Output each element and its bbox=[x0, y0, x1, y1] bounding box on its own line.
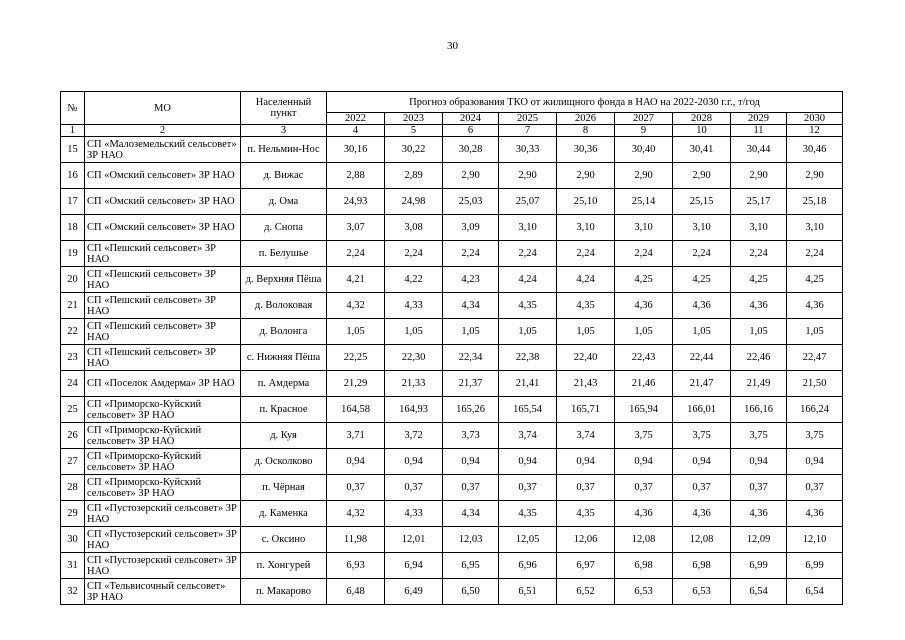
row-number: 31 bbox=[61, 553, 85, 579]
row-value: 2,90 bbox=[557, 163, 615, 189]
row-value: 0,37 bbox=[443, 475, 499, 501]
row-value: 0,94 bbox=[385, 449, 443, 475]
row-value: 6,54 bbox=[787, 579, 843, 605]
row-mo: СП «Пешский сельсовет» ЗР НАО bbox=[85, 241, 241, 267]
row-value: 2,90 bbox=[673, 163, 731, 189]
row-value: 4,22 bbox=[385, 267, 443, 293]
row-value: 4,36 bbox=[731, 501, 787, 527]
row-mo: СП «Пешский сельсовет» ЗР НАО bbox=[85, 293, 241, 319]
row-locality: д. Каменка bbox=[241, 501, 327, 527]
row-value: 165,26 bbox=[443, 397, 499, 423]
row-value: 21,41 bbox=[499, 371, 557, 397]
row-value: 25,14 bbox=[615, 189, 673, 215]
row-locality: д. Волоковая bbox=[241, 293, 327, 319]
row-mo: СП «Пешский сельсовет» ЗР НАО bbox=[85, 267, 241, 293]
table-row bbox=[61, 163, 843, 189]
row-value: 30,22 bbox=[385, 137, 443, 163]
row-value: 21,43 bbox=[557, 371, 615, 397]
header-year: 2029 bbox=[731, 113, 787, 125]
row-mo: СП «Приморско-Куйский сельсовет» ЗР НАО bbox=[85, 475, 241, 501]
row-value: 3,75 bbox=[673, 423, 731, 449]
row-value: 25,07 bbox=[499, 189, 557, 215]
row-value: 0,94 bbox=[499, 449, 557, 475]
row-value: 0,94 bbox=[615, 449, 673, 475]
row-value: 30,46 bbox=[787, 137, 843, 163]
header-column-numbers-row bbox=[61, 125, 843, 137]
row-value: 4,36 bbox=[731, 293, 787, 319]
row-value: 12,08 bbox=[673, 527, 731, 553]
row-locality: с. Оксино bbox=[241, 527, 327, 553]
row-value: 4,36 bbox=[615, 293, 673, 319]
row-value: 12,03 bbox=[443, 527, 499, 553]
row-value: 21,49 bbox=[731, 371, 787, 397]
table-row bbox=[61, 137, 843, 163]
row-value: 6,53 bbox=[615, 579, 673, 605]
row-value: 2,24 bbox=[443, 241, 499, 267]
row-value: 3,09 bbox=[443, 215, 499, 241]
row-value: 0,37 bbox=[557, 475, 615, 501]
row-value: 6,50 bbox=[443, 579, 499, 605]
table-row bbox=[61, 579, 843, 605]
row-locality: п. Амдерма bbox=[241, 371, 327, 397]
header-locality: Населенный пункт bbox=[241, 92, 327, 125]
page-number: 30 bbox=[447, 40, 458, 52]
row-mo: СП «Поселок Амдерма» ЗР НАО bbox=[85, 371, 241, 397]
row-locality: п. Макарово bbox=[241, 579, 327, 605]
row-value: 0,37 bbox=[499, 475, 557, 501]
row-value: 6,51 bbox=[499, 579, 557, 605]
table-row bbox=[61, 241, 843, 267]
row-locality: д. Вижас bbox=[241, 163, 327, 189]
row-value: 1,05 bbox=[385, 319, 443, 345]
row-locality: п. Нельмин-Нос bbox=[241, 137, 327, 163]
row-value: 2,90 bbox=[499, 163, 557, 189]
header-no: № bbox=[61, 92, 85, 125]
row-mo: СП «Пустозерский сельсовет» ЗР НАО bbox=[85, 553, 241, 579]
row-locality: д. Волонга bbox=[241, 319, 327, 345]
row-value: 6,53 bbox=[673, 579, 731, 605]
row-value: 4,35 bbox=[557, 293, 615, 319]
row-value: 1,05 bbox=[731, 319, 787, 345]
row-value: 2,24 bbox=[327, 241, 385, 267]
row-value: 25,03 bbox=[443, 189, 499, 215]
header-year: 2028 bbox=[673, 113, 731, 125]
row-mo: СП «Омский сельсовет» ЗР НАО bbox=[85, 215, 241, 241]
row-mo: СП «Омский сельсовет» ЗР НАО bbox=[85, 189, 241, 215]
row-value: 22,43 bbox=[615, 345, 673, 371]
column-number: 10 bbox=[673, 125, 731, 137]
row-locality: д. Ома bbox=[241, 189, 327, 215]
row-mo: СП «Пешский сельсовет» ЗР НАО bbox=[85, 345, 241, 371]
row-value: 30,40 bbox=[615, 137, 673, 163]
row-value: 2,24 bbox=[499, 241, 557, 267]
column-number: 5 bbox=[385, 125, 443, 137]
row-value: 0,37 bbox=[327, 475, 385, 501]
row-value: 3,75 bbox=[731, 423, 787, 449]
row-value: 4,25 bbox=[787, 267, 843, 293]
row-value: 1,05 bbox=[499, 319, 557, 345]
row-number: 28 bbox=[61, 475, 85, 501]
row-value: 1,05 bbox=[327, 319, 385, 345]
row-mo: СП «Приморско-Куйский сельсовет» ЗР НАО bbox=[85, 423, 241, 449]
row-value: 4,36 bbox=[673, 293, 731, 319]
row-value: 4,34 bbox=[443, 501, 499, 527]
column-number: 2 bbox=[85, 125, 241, 137]
row-value: 30,16 bbox=[327, 137, 385, 163]
row-value: 3,75 bbox=[615, 423, 673, 449]
row-value: 4,32 bbox=[327, 293, 385, 319]
row-value: 6,98 bbox=[673, 553, 731, 579]
row-number: 32 bbox=[61, 579, 85, 605]
row-value: 3,10 bbox=[557, 215, 615, 241]
header-year: 2026 bbox=[557, 113, 615, 125]
row-number: 16 bbox=[61, 163, 85, 189]
row-value: 25,17 bbox=[731, 189, 787, 215]
row-value: 21,50 bbox=[787, 371, 843, 397]
row-value: 3,72 bbox=[385, 423, 443, 449]
column-number: 9 bbox=[615, 125, 673, 137]
row-value: 4,36 bbox=[615, 501, 673, 527]
row-value: 2,89 bbox=[385, 163, 443, 189]
row-locality: д. Куя bbox=[241, 423, 327, 449]
row-value: 164,58 bbox=[327, 397, 385, 423]
row-value: 2,24 bbox=[557, 241, 615, 267]
row-mo: СП «Пешский сельсовет» ЗР НАО bbox=[85, 319, 241, 345]
forecast-table bbox=[60, 91, 843, 605]
row-value: 12,08 bbox=[615, 527, 673, 553]
row-number: 19 bbox=[61, 241, 85, 267]
row-value: 4,23 bbox=[443, 267, 499, 293]
row-value: 3,07 bbox=[327, 215, 385, 241]
row-value: 3,73 bbox=[443, 423, 499, 449]
row-value: 4,35 bbox=[499, 293, 557, 319]
row-value: 22,44 bbox=[673, 345, 731, 371]
row-value: 2,90 bbox=[615, 163, 673, 189]
row-number: 24 bbox=[61, 371, 85, 397]
row-locality: п. Белушье bbox=[241, 241, 327, 267]
table-row bbox=[61, 319, 843, 345]
row-number: 21 bbox=[61, 293, 85, 319]
row-value: 164,93 bbox=[385, 397, 443, 423]
table-row bbox=[61, 527, 843, 553]
row-value: 0,37 bbox=[787, 475, 843, 501]
column-number: 8 bbox=[557, 125, 615, 137]
row-value: 25,15 bbox=[673, 189, 731, 215]
row-value: 0,94 bbox=[673, 449, 731, 475]
row-value: 30,44 bbox=[731, 137, 787, 163]
row-value: 4,24 bbox=[557, 267, 615, 293]
row-value: 4,24 bbox=[499, 267, 557, 293]
row-value: 30,41 bbox=[673, 137, 731, 163]
row-value: 2,24 bbox=[385, 241, 443, 267]
row-number: 20 bbox=[61, 267, 85, 293]
row-value: 25,10 bbox=[557, 189, 615, 215]
row-value: 3,75 bbox=[787, 423, 843, 449]
row-locality: д. Снопа bbox=[241, 215, 327, 241]
row-value: 2,24 bbox=[673, 241, 731, 267]
row-value: 6,49 bbox=[385, 579, 443, 605]
row-value: 4,25 bbox=[673, 267, 731, 293]
table-row bbox=[61, 215, 843, 241]
row-locality: п. Хонгурей bbox=[241, 553, 327, 579]
row-value: 0,94 bbox=[443, 449, 499, 475]
table-body bbox=[61, 137, 843, 605]
row-value: 0,94 bbox=[557, 449, 615, 475]
row-value: 2,24 bbox=[615, 241, 673, 267]
row-value: 165,54 bbox=[499, 397, 557, 423]
table-row bbox=[61, 553, 843, 579]
row-mo: СП «Тельвисочный сельсовет» ЗР НАО bbox=[85, 579, 241, 605]
column-number: 6 bbox=[443, 125, 499, 137]
header-year: 2024 bbox=[443, 113, 499, 125]
row-value: 21,29 bbox=[327, 371, 385, 397]
row-value: 21,47 bbox=[673, 371, 731, 397]
row-value: 2,88 bbox=[327, 163, 385, 189]
row-value: 0,37 bbox=[615, 475, 673, 501]
row-value: 2,90 bbox=[443, 163, 499, 189]
header-year: 2025 bbox=[499, 113, 557, 125]
row-value: 165,71 bbox=[557, 397, 615, 423]
row-mo: СП «Омский сельсовет» ЗР НАО bbox=[85, 163, 241, 189]
row-value: 1,05 bbox=[787, 319, 843, 345]
row-value: 4,33 bbox=[385, 293, 443, 319]
row-value: 22,40 bbox=[557, 345, 615, 371]
table-row bbox=[61, 189, 843, 215]
row-value: 2,90 bbox=[731, 163, 787, 189]
row-value: 12,01 bbox=[385, 527, 443, 553]
table-row bbox=[61, 267, 843, 293]
column-number: 12 bbox=[787, 125, 843, 137]
row-value: 4,35 bbox=[557, 501, 615, 527]
row-number: 27 bbox=[61, 449, 85, 475]
row-value: 12,10 bbox=[787, 527, 843, 553]
row-value: 6,95 bbox=[443, 553, 499, 579]
row-value: 4,36 bbox=[673, 501, 731, 527]
row-value: 0,37 bbox=[731, 475, 787, 501]
row-value: 0,94 bbox=[327, 449, 385, 475]
row-value: 12,09 bbox=[731, 527, 787, 553]
row-value: 2,24 bbox=[787, 241, 843, 267]
row-value: 0,94 bbox=[731, 449, 787, 475]
row-value: 3,74 bbox=[499, 423, 557, 449]
row-value: 30,36 bbox=[557, 137, 615, 163]
row-value: 0,94 bbox=[787, 449, 843, 475]
row-value: 3,08 bbox=[385, 215, 443, 241]
row-locality: д. Осколково bbox=[241, 449, 327, 475]
row-value: 6,99 bbox=[787, 553, 843, 579]
table-row bbox=[61, 501, 843, 527]
row-value: 4,35 bbox=[499, 501, 557, 527]
table-row bbox=[61, 475, 843, 501]
row-value: 3,10 bbox=[499, 215, 557, 241]
row-value: 3,10 bbox=[731, 215, 787, 241]
column-number: 3 bbox=[241, 125, 327, 137]
row-value: 21,46 bbox=[615, 371, 673, 397]
row-mo: СП «Пустозерский сельсовет» ЗР НАО bbox=[85, 501, 241, 527]
row-value: 166,24 bbox=[787, 397, 843, 423]
row-value: 24,93 bbox=[327, 189, 385, 215]
row-locality: с. Нижняя Пёша bbox=[241, 345, 327, 371]
row-value: 22,25 bbox=[327, 345, 385, 371]
row-value: 12,05 bbox=[499, 527, 557, 553]
row-number: 22 bbox=[61, 319, 85, 345]
row-value: 4,33 bbox=[385, 501, 443, 527]
row-value: 1,05 bbox=[673, 319, 731, 345]
row-mo: СП «Приморско-Куйский сельсовет» ЗР НАО bbox=[85, 449, 241, 475]
row-value: 4,25 bbox=[615, 267, 673, 293]
row-mo: СП «Малоземельский сельсовет» ЗР НАО bbox=[85, 137, 241, 163]
row-value: 4,34 bbox=[443, 293, 499, 319]
row-value: 6,52 bbox=[557, 579, 615, 605]
row-value: 24,98 bbox=[385, 189, 443, 215]
row-number: 15 bbox=[61, 137, 85, 163]
row-value: 6,96 bbox=[499, 553, 557, 579]
row-locality: д. Верхняя Пёша bbox=[241, 267, 327, 293]
row-value: 22,30 bbox=[385, 345, 443, 371]
row-value: 166,16 bbox=[731, 397, 787, 423]
row-value: 21,33 bbox=[385, 371, 443, 397]
row-value: 165,94 bbox=[615, 397, 673, 423]
row-value: 6,98 bbox=[615, 553, 673, 579]
row-value: 30,28 bbox=[443, 137, 499, 163]
row-value: 1,05 bbox=[557, 319, 615, 345]
header-mo: МО bbox=[85, 92, 241, 125]
row-value: 3,10 bbox=[673, 215, 731, 241]
row-value: 2,90 bbox=[787, 163, 843, 189]
row-number: 18 bbox=[61, 215, 85, 241]
row-value: 3,10 bbox=[787, 215, 843, 241]
row-mo: СП «Приморско-Куйский сельсовет» ЗР НАО bbox=[85, 397, 241, 423]
column-number: 7 bbox=[499, 125, 557, 137]
row-value: 1,05 bbox=[443, 319, 499, 345]
row-value: 22,46 bbox=[731, 345, 787, 371]
row-value: 0,37 bbox=[673, 475, 731, 501]
row-value: 3,74 bbox=[557, 423, 615, 449]
row-value: 4,25 bbox=[731, 267, 787, 293]
row-locality: п. Чёрная bbox=[241, 475, 327, 501]
row-value: 22,47 bbox=[787, 345, 843, 371]
row-number: 26 bbox=[61, 423, 85, 449]
row-value: 2,24 bbox=[731, 241, 787, 267]
row-value: 0,37 bbox=[385, 475, 443, 501]
column-number: 4 bbox=[327, 125, 385, 137]
row-value: 22,38 bbox=[499, 345, 557, 371]
table-row bbox=[61, 293, 843, 319]
column-number: 11 bbox=[731, 125, 787, 137]
header-year: 2022 bbox=[327, 113, 385, 125]
row-value: 4,36 bbox=[787, 501, 843, 527]
row-value: 11,98 bbox=[327, 527, 385, 553]
row-value: 4,32 bbox=[327, 501, 385, 527]
row-value: 6,48 bbox=[327, 579, 385, 605]
row-value: 166,01 bbox=[673, 397, 731, 423]
row-number: 23 bbox=[61, 345, 85, 371]
row-value: 25,18 bbox=[787, 189, 843, 215]
row-value: 6,54 bbox=[731, 579, 787, 605]
row-value: 12,06 bbox=[557, 527, 615, 553]
row-value: 4,21 bbox=[327, 267, 385, 293]
row-number: 17 bbox=[61, 189, 85, 215]
table-row bbox=[61, 449, 843, 475]
header-year: 2030 bbox=[787, 113, 843, 125]
row-value: 30,33 bbox=[499, 137, 557, 163]
row-value: 21,37 bbox=[443, 371, 499, 397]
row-value: 6,94 bbox=[385, 553, 443, 579]
row-number: 25 bbox=[61, 397, 85, 423]
table-row bbox=[61, 397, 843, 423]
column-number: 1 bbox=[61, 125, 85, 137]
table-row bbox=[61, 423, 843, 449]
row-value: 6,99 bbox=[731, 553, 787, 579]
header-forecast-title: Прогноз образования ТКО от жилищного фонда в НАО на 2022-2030 г.г., т/год bbox=[327, 92, 843, 113]
row-value: 1,05 bbox=[615, 319, 673, 345]
row-value: 6,93 bbox=[327, 553, 385, 579]
header-year: 2027 bbox=[615, 113, 673, 125]
row-value: 4,36 bbox=[787, 293, 843, 319]
table-row bbox=[61, 371, 843, 397]
row-mo: СП «Пустозерский сельсовет» ЗР НАО bbox=[85, 527, 241, 553]
row-value: 3,10 bbox=[615, 215, 673, 241]
row-locality: п. Красное bbox=[241, 397, 327, 423]
row-value: 6,97 bbox=[557, 553, 615, 579]
row-number: 29 bbox=[61, 501, 85, 527]
row-number: 30 bbox=[61, 527, 85, 553]
table-row bbox=[61, 345, 843, 371]
row-value: 22,34 bbox=[443, 345, 499, 371]
header-year: 2023 bbox=[385, 113, 443, 125]
row-value: 3,71 bbox=[327, 423, 385, 449]
